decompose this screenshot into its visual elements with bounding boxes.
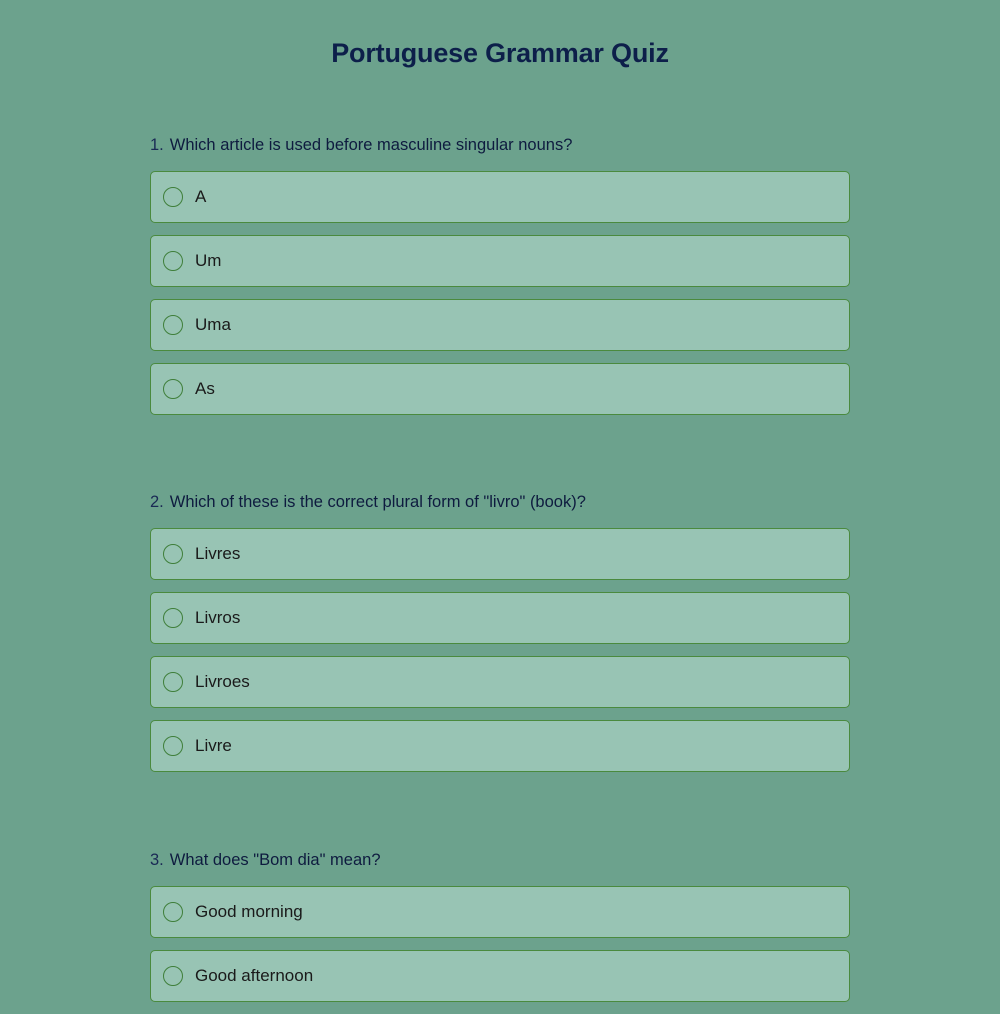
question-3	[150, 848, 850, 1014]
radio-button-icon[interactable]	[163, 315, 183, 335]
question-header	[150, 490, 850, 514]
question-text: Which of these is the correct plural form of "livro" (book)?	[169, 493, 586, 511]
radio-button-icon[interactable]	[163, 187, 183, 207]
radio-button-icon[interactable]	[163, 736, 183, 756]
answer-option[interactable]	[150, 656, 850, 708]
radio-button-icon[interactable]	[163, 902, 183, 922]
radio-button-icon[interactable]	[163, 544, 183, 564]
answer-option[interactable]	[150, 950, 850, 1002]
answer-option[interactable]	[150, 363, 850, 415]
answer-option[interactable]	[150, 528, 850, 580]
option-label: As	[195, 379, 215, 398]
radio-button-icon[interactable]	[163, 608, 183, 628]
radio-button-icon[interactable]	[163, 379, 183, 399]
question-text: What does "Bom dia" mean?	[169, 851, 381, 869]
option-label: Um	[195, 251, 222, 270]
question-2	[150, 490, 850, 784]
answer-option[interactable]	[150, 171, 850, 223]
option-label: Livros	[195, 608, 241, 627]
radio-button-icon[interactable]	[163, 672, 183, 692]
option-label: Livroes	[195, 672, 250, 691]
answer-option[interactable]	[150, 235, 850, 287]
option-label: Livre	[195, 736, 232, 755]
question-1	[150, 133, 850, 427]
question-number: 1.	[150, 136, 164, 154]
answer-option[interactable]	[150, 299, 850, 351]
option-label: Good afternoon	[195, 966, 314, 985]
question-number: 2.	[150, 493, 164, 511]
question-text: Which article is used before masculine singular nouns?	[169, 136, 573, 154]
option-label: A	[195, 187, 207, 206]
question-header	[150, 848, 850, 872]
question-number: 3.	[150, 851, 164, 869]
radio-button-icon[interactable]	[163, 966, 183, 986]
option-label: Livres	[195, 544, 241, 563]
option-label: Good morning	[195, 902, 303, 921]
question-header	[150, 133, 850, 157]
answer-option[interactable]	[150, 886, 850, 938]
answer-option[interactable]	[150, 592, 850, 644]
answer-option[interactable]	[150, 720, 850, 772]
page-title: Portuguese Grammar Quiz	[331, 38, 669, 68]
radio-button-icon[interactable]	[163, 251, 183, 271]
option-label: Uma	[195, 315, 231, 334]
